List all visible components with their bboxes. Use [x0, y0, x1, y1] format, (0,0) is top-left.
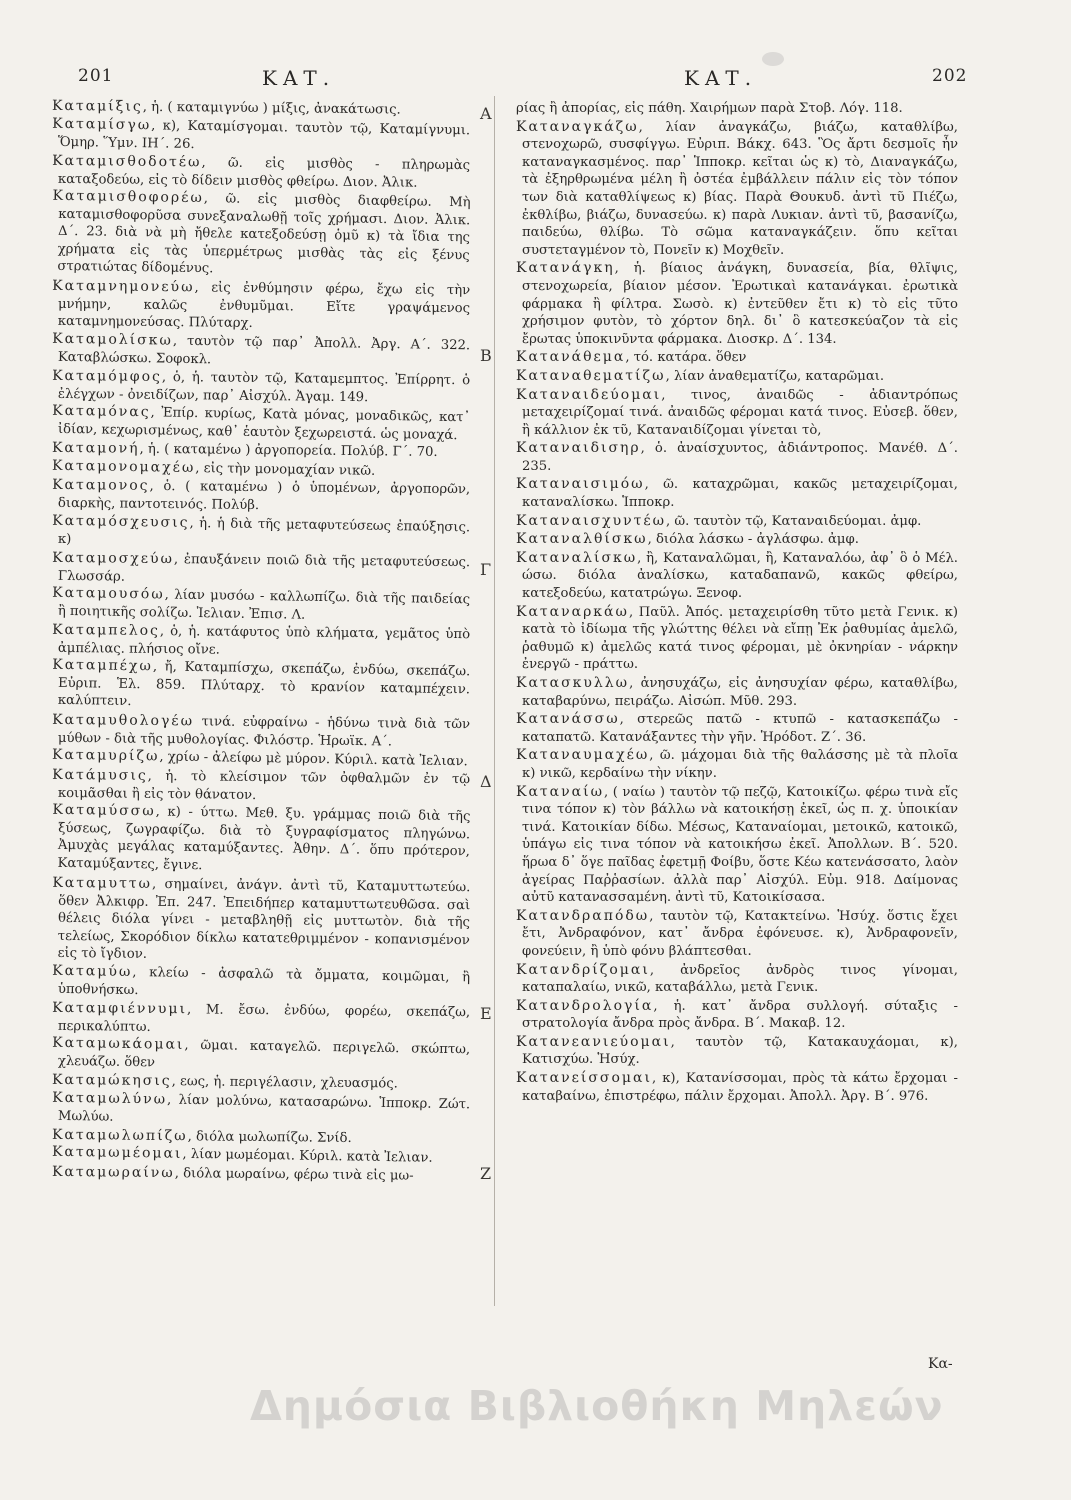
entry-definition: , ἡ. ( καταμιγνύω ) μίξις, ἀνακάτωσις.: [142, 99, 401, 118]
dictionary-entry: [46, 403, 471, 445]
dictionary-entry: [46, 550, 470, 590]
entry-definition: , λίαν ἀναθεματίζω, καταρῶμαι.: [665, 368, 885, 384]
dictionary-entry: [46, 368, 470, 408]
entry-definition: , λίαν μωμέομαι. Κύριλ. κατὰ Ἰελιαν.: [182, 1147, 433, 1167]
entry-definition: , ἡ. βίαιος ἀνάγκη, δυνασεία, βία, θλῖψις, στενοχωρεία, βίαιον μέσον. Ἐρωτικαὶ κατανάγκαι. ἐρωτικὰ φάρμακα ἢ φίλτρα. Σωσὸ. κ) ἐντεῦθεν ἔτι κ) τὸ εἰς τῦτο χρήσιμον φυτὸν, τὸ χόρτον δηλ. δι᾽ ὃ κατεσκεύαζον τὰ εἰς ἔρωτας ὑποκινῦντα φάρμακα. Διοσκρ. Δ΄. 134.: [522, 261, 958, 347]
left-page-number: 201: [78, 66, 114, 86]
entry-definition: , ταυτὸν τῷ, Κατακτείνω. Ἡσύχ. ὅστις ἔχει ἔτι, Ἀνδραφόνον, κατ᾽ ἄνδρα ἐφόνευσε. κ), Ἀνδραφονεῖν, φονεύειν, ἢ ὑπὸ φόνυ βλάπτεσθαι.: [522, 908, 958, 959]
entry-definition: τινά. εὐφραίνω - ἡδύνω τινὰ διὰ τῶν μύθων - διὰ τῆς μυθολογίας. Φιλόστρ. Ἡρωϊκ. Α΄.: [57, 714, 471, 750]
right-column: [510, 100, 958, 1106]
entry-definition: , εως, ἡ. περιγέλασιν, χλευασμός.: [171, 1074, 398, 1092]
dictionary-entry: [510, 998, 958, 1033]
dictionary-entry: [46, 512, 471, 554]
entry-definition: , Μ. ἔσω. ἐνδύω, φορέω, σκεπάζω, περικαλύπτω.: [57, 1001, 471, 1035]
entry-definition: , ( ναίω ) ταυτὸν τῷ πεζῷ, Κατοικίζω. φέρω τινὰ εἴς τινα τόπον κ) τὸν βάλλω νὰ κατοικήσῃ ἐκεῖ, ὡς π. χ. ὑποικίαν τινά. Κατοικίαν δίδω. Μέσως, Καταναίομαι, μετοικῶ, κατοικῶ, ὑπάγω εἰς τινα τόπον νὰ κατοικήσω ἐκεῖ. Ἀπολλων. Β΄. 520. ἥρωα δ᾽ ὅγε παῖδας ἐφετμῇ Φοίβυ, ὅστε Κέω κατενάσσατο, λαὸν ἀγείρας Παῤῥασίων. ἀλλὰ παρ᾽ Αἰσχύλ. Εὐμ. 918. Δαίμονας αὐτῦ κατανασσαμένη. ἀντὶ τῦ, Κατοικίσασα.: [522, 784, 958, 906]
entry-headword: Καταμπελος: [52, 622, 161, 640]
entry-definition: , ἀνησυχάζω, εἰς ἀνησυχίαν φέρω, καταθλίβω, καταβαρύνω, πειράζω. Αἰσώπ. Μῦθ. 293.: [522, 676, 958, 709]
dictionary-entry: [46, 767, 470, 807]
entry-definition: , ὁ. ἀναίσχυντος, ἀδιάντροπος. Μανέθ. Δ΄. 235.: [522, 441, 958, 474]
section-letter-b: B: [480, 346, 492, 365]
entry-definition: , τινος, ἀναιδῶς - ἀδιαντρόπως μεταχειρίζομαί τινά. ἀναιδῶς φέρομαι κατά τινος. Εὐσεβ. ὅθεν, ἢ κάλλιον ἐκ τῦ, Καταναιδίζομαι γίνεται τὸ,: [522, 387, 958, 438]
dictionary-entry: [510, 908, 958, 961]
entry-headword: Καταμονή: [51, 440, 140, 458]
entry-headword: Καταμύω: [52, 962, 133, 980]
entry-definition: , ταυτὸν τῷ, Κατακαυχάομαι, κ), Κατισχύω. Ἡσύχ.: [522, 1034, 958, 1068]
entry-headword: Καταναλίσκω: [516, 549, 638, 566]
entry-definition: , Παῦλ. Ἀπός. μεταχειρίσθη τῦτο μετὰ Γενικ. κ) κατὰ τὸ ἰδίωμα τῆς γλώττης θέλει νὰ εἴπῃ Ἐκ ῥαθυμίας ἀμελῶ, ῥαθυμῶ κ) ἀμελῶς κατά τινος φέρομαι, μὲ ὀκνηρίαν - νάρκην ἐνεργῶ - πράττω.: [522, 604, 958, 673]
catchword: Κα-: [928, 1356, 953, 1372]
entry-headword: Καταμύσσω: [52, 801, 156, 820]
entry-headword: Κατανάσσω: [516, 711, 620, 728]
left-column: [46, 97, 471, 1185]
dictionary-entry: [510, 675, 958, 710]
dictionary-entry: [46, 999, 470, 1039]
entry-definition: , διόλα μωλωπίζω. Σνίδ.: [187, 1129, 352, 1146]
section-letter-delta: Δ: [480, 772, 492, 791]
entry-headword: Καταναιδισηρ: [516, 440, 641, 457]
entry-headword: Καταμίξις: [51, 97, 143, 115]
column-divider: [494, 96, 495, 1306]
entry-definition: , λίαν ἀναγκάζω, βιάζω, καταθλίβω, στενοχωρῶ, συσφίγγω. Εὐριπ. Βάκχ. 643. Ὃς ἄρτι δεσμοῖς ἦν καταναγκασμένος. παρ᾽ Ἱπποκρ. κεῖται ὡς κ) τὸ, Διαναγκάζω, τὰ ἐξηρθρωμένα μέλη ἢ ὀστέα ἐμβάλλειν πάλιν εἰς τὸν τόπον των διὰ καταθλίψεως κ) βίας. Παρὰ Θουκυδ. ἀντὶ τῦ Πιέζω, ἐκθλίβω, βιάζω, δυνασεύω. κ) παρὰ Λυκιαν. ἀντὶ τῦ, βασανίζω, παιδεύω, θλίβω. Τὸ σῶμα καταναγκάζειν. ὅπυ κεῖται συστεταγμένον τὸ, Πονεῖν κ) Μοχθεῖν.: [522, 119, 958, 258]
entry-definition: , ἐπαυξάνειν ποιῶ διὰ τῆς μεταφυτεύσεως. Γλωσσάρ.: [57, 551, 471, 585]
section-letter-a: A: [480, 104, 492, 123]
entry-definition: , κ), Κατανίσσομαι, πρὸς τὰ κάτω ἔρχομαι - καταβαίνω, ἐπιστρέφω, πάλιν ἔρχομαι. Ἀπολλ. Ἀργ. Β΄. 976.: [522, 1071, 958, 1104]
entry-definition: , κλείω - ἀσφαλῶ τὰ ὄμματα, κοιμῶμαι, ἢ ὑποθνήσκω.: [57, 964, 471, 998]
entry-headword: Καταμώκησις: [51, 1071, 172, 1090]
entry-definition: , ὁ, ἡ. κατάφυτος ὑπὸ κλήματα, γεμᾶτος ὑπὸ ἀμπέλιας. πλήσιος οἴνε.: [57, 624, 471, 658]
entry-definition: , εἰς τὴν μονομαχίαν νικῶ.: [195, 460, 376, 479]
entry-definition: , κ) - ύττω. Μεθ. ξυ. γράμμας ποιῶ διὰ τῆς ξύσεως, ζωγραφίζω. διὰ τὸ ξυγραφίσματος πληγώνω. Ἀμυχὰς μεγάλας καταμύξαντες. Ἀθην. Δ΄. ὅπυ πρότερον, Καταμύξαντες, ἔγινε.: [57, 804, 471, 874]
entry-definition: , διόλα λάσκω - ἀγλάσφω. ἀμφ.: [647, 532, 859, 548]
entry-definition: , χρίω - ἀλείφω μὲ μύρον. Κύριλ. κατὰ Ἰελιαν.: [159, 749, 468, 770]
section-letter-z: Z: [480, 1164, 492, 1183]
dictionary-entry: [510, 100, 958, 118]
dictionary-entry: [46, 330, 471, 372]
entry-definition: , Ἐπίρ. κυρίως, Κατὰ μόνας, μοναδικῶς, κατ᾽ ἰδίαν, κεχωρισμένως, καθ᾽ ἑαυτὸν ξεχωρειστά. ὡς μοναχά.: [57, 405, 471, 443]
dictionary-entry: [510, 550, 958, 603]
entry-headword: Καταναρκάω: [516, 603, 629, 620]
entry-headword: Καταμυθολογέω: [52, 712, 195, 730]
entry-headword: Κατανεανιεύομαι: [516, 1033, 671, 1050]
dictionary-entry: [46, 712, 470, 752]
entry-headword: Καταναιδεύομαι: [516, 386, 662, 403]
section-letter-e: E: [480, 1004, 492, 1023]
left-running-head: ΚΑΤ.: [262, 66, 336, 90]
entry-definition: , ἤ, Καταμπίσχω, σκεπάζω, ἐνδύω, σκεπάζω. Εὐριπ. Ἑλ. 859. Πλύταρχ. τὸ κρανίον καταμπέχειν. καλύπτειν.: [57, 659, 471, 710]
entry-headword: Καταμυρίζω: [51, 747, 160, 765]
entry-headword: Καταμωλωπίζω: [51, 1126, 188, 1145]
dictionary-entry: [45, 802, 470, 879]
dictionary-entry: [46, 874, 471, 966]
dictionary-entry: [46, 962, 471, 1004]
ink-stain: [762, 52, 784, 66]
entry-headword: Καταμόνας: [52, 402, 151, 421]
entry-headword: Καταμωλύνω: [52, 1089, 168, 1108]
entry-headword: Κατανάγκη: [516, 260, 615, 277]
entry-headword: Κατανείσσομαι: [516, 1070, 652, 1087]
right-page-number: 202: [932, 66, 968, 86]
dictionary-entry: [510, 349, 958, 367]
dictionary-entry: [510, 531, 958, 549]
entry-definition: , ῶ. εἰς μισθὸς - πληρωμὰς καταξοδεύω, εἰς τὸ δίδειν μισθὸς φθείρω. Διον. Ἀλικ.: [57, 155, 471, 191]
entry-definition: , τό. κατάρα. ὅθεν: [625, 350, 747, 366]
dictionary-entry: [46, 1089, 471, 1131]
entry-headword: Καταναλθίσκω: [516, 531, 648, 548]
entry-definition: , ἢ, Καταναλῶμαι, ἢ, Καταναλόω, ἀφ᾽ ὃ ὁ Μέλ. ώσω. διόλα ἀναλίσκω, καταδαπανῶ, κακῶς φθείρω, κατεξοδεύω, κατατρώγω. Ξενοφ.: [522, 550, 958, 602]
entry-headword: Καταμπέχω: [52, 657, 154, 675]
section-letter-gamma: Γ: [480, 560, 492, 579]
entry-headword: Κατανδρίζομαι: [516, 961, 650, 978]
entry-definition: , ῶ. καταχρῶμαι, κακῶς μεταχειρίζομαι, καταναλίσκω. Ἱπποκρ.: [522, 477, 958, 511]
dictionary-entry: [510, 747, 958, 782]
entry-headword: Καταναισιμόω: [516, 476, 645, 493]
entry-headword: Κατάμυσις: [52, 766, 148, 784]
entry-headword: Καταναίω: [516, 783, 604, 800]
entry-headword: Καταμονομαχέω: [51, 457, 196, 476]
dictionary-entry: [510, 962, 958, 997]
entry-definition: , ἡ. ἡ διὰ τῆς μεταφυτεύσεως ἐπαύξησις. κ): [57, 515, 471, 547]
entry-headword: Κατανδρολογία: [516, 997, 654, 1014]
dictionary-entry: [510, 1034, 958, 1069]
dictionary-entry: [46, 278, 471, 335]
entry-headword: Καταμοσχεύω: [52, 549, 175, 567]
dictionary-entry: [510, 604, 958, 674]
entry-headword: Καταμολίσκω: [52, 330, 174, 349]
entry-headword: Καταμωραίνω: [51, 1163, 175, 1182]
entry-headword: Κατανάθεμα: [516, 349, 626, 366]
entry-headword: Καταμισθοδοτέω: [52, 152, 202, 171]
entry-headword: Καταμονος: [52, 477, 150, 495]
dictionary-entry: [510, 784, 958, 907]
entry-definition: , στερεῶς πατῶ - κτυπῶ - κατασκεπάζω - καταπατῶ. Κατανάξαντες τὴν γῆν. Ἡρόδοτ. Ζ΄. 36.: [522, 712, 958, 745]
entry-definition: , ῶ. ταυτὸν τῷ, Καταναιδεύομαι. ἀμφ.: [666, 513, 922, 529]
entry-headword: Κατανδραπόδω: [516, 907, 650, 924]
dictionary-entry: [510, 1070, 958, 1105]
entry-headword: Καταμισθοφορέω: [52, 187, 204, 207]
entry-definition: , ῶ. μάχομαι διὰ τῆς θαλάσσης μὲ τὰ πλοῖα κ) νικῶ, κερδαίνω τὴν νίκην.: [522, 748, 958, 781]
entry-headword: Καταμφιέννυμι: [52, 999, 188, 1017]
entry-headword: Καταμόσχευσις: [52, 512, 190, 531]
entry-definition: , ἡ. τὸ κλείσιμον τῶν ὀφθαλμῶν ἐν τῷ κοιμᾶσθαι ἢ εἰς τὸν θάνατον.: [57, 768, 471, 803]
entry-definition: , σημαίνει, ἀνάγν. ἀντὶ τῦ, Καταμυττωτεύω. ὅθεν Ἀλκιφρ. Ἐπ. 247. Ἐπειδήπερ καταμυττωτευθῶσα. σαὶ θέλεις διόλα γίνει - μεταβληθῇ εἰς μυττωτὸν. διὰ τῆς τελείως, Σκορόδιον δίκλω κατατεθριμμένον - κοπανισμένον εἰς τὸ ἴγδιον.: [57, 876, 471, 962]
dictionary-entry: [510, 260, 958, 348]
right-running-head: ΚΑΤ.: [684, 66, 758, 90]
dictionary-entry: [510, 368, 958, 386]
dictionary-entry: [46, 622, 470, 662]
dictionary-entry: [46, 1164, 470, 1186]
dictionary-entry: [46, 477, 470, 517]
entry-headword: Καταμόμφος: [52, 367, 163, 385]
entry-headword: Καταμίσγω: [52, 115, 152, 133]
entry-headword: Κατασκυλλω: [516, 675, 630, 691]
entry-definition: , εἰς ἐνθύμησιν φέρω, ἔχω εἰς τὴν μνήμην, καλῶς ἐνθυμῦμαι. Εἴτε γραψάμενος καταμνημονεύσας. Πλύταρχ.: [57, 280, 471, 332]
dictionary-entry: [510, 119, 958, 260]
dictionary-entry: [46, 1035, 471, 1077]
dictionary-entry: [46, 153, 470, 193]
entry-definition: , κ), Καταμίσγομαι. ταυτὸν τῷ, Καταμίγνυμι. Ὅμηρ. Ὕμν. ΙΗ΄. 26.: [57, 117, 471, 152]
entry-definition: , ῶμαι. καταγελῶ. περιγελῶ. σκώπτω, χλευάζω. ὅθεν: [57, 1037, 471, 1070]
entry-headword: Καταναγκάζω: [516, 118, 639, 135]
dictionary-entry: [510, 476, 958, 511]
entry-headword: Καταναθεματίζω: [516, 367, 666, 384]
dictionary-entry: [510, 387, 958, 440]
entry-definition: , λίαν μυσόω - καλλωπίζω. διὰ τῆς παιδείας ἢ ποιητικῆς σολίζω. Ἰελιαν. Ἐπισ. Λ.: [57, 587, 471, 623]
dictionary-entry: [510, 440, 958, 475]
entry-headword: Καταναισχυντέω: [516, 512, 667, 529]
dictionary-entry: [46, 115, 471, 157]
entry-headword: Καταμνημονεύω: [52, 277, 195, 296]
dictionary-entry: [46, 657, 471, 716]
entry-headword: Καταμουσόω: [52, 584, 165, 603]
dictionary-entry: [46, 585, 471, 627]
dictionary-entry: [510, 513, 958, 531]
entry-definition: , ἀνδρεῖος ἀνδρὸς τινος γίνομαι, καταπαλαίω, νικῶ, καταβάλλω, μετὰ Γενικ.: [522, 962, 958, 996]
entry-definition: , διόλα μωραίνω, φέρω τινὰ εἰς μω-: [174, 1166, 414, 1184]
library-watermark: Δημόσια Βιβλιοθήκη Μηλεών: [250, 1382, 944, 1430]
entry-definition: , ὁ, ἡ. ταυτὸν τῷ, Καταμεμπτος. Ἐπίρρητ. ὁ ἐλέγχων - ὀνειδίζων, παρ᾽ Αἰσχύλ. Ἀγαμ. 149.: [57, 369, 471, 405]
dictionary-entry: [45, 188, 470, 283]
entry-definition: , ὁ. ( καταμένω ) ὁ ὑπομένων, ἀργοπορῶν, διαρκὴς, παντοτεινός. Πολύβ.: [57, 479, 471, 514]
dictionary-entry: [510, 711, 958, 746]
entry-headword: Καταμωκάομαι: [52, 1034, 185, 1053]
entry-headword: Καταμωμέομαι: [51, 1144, 183, 1163]
entry-headword: Καταμυττω: [52, 874, 153, 892]
entry-definition: , ἡ. κατ᾽ ἄνδρα συλλογή. σύταξις - στρατολογία ἄνδρα πρὸς ἄνδρα. Β΄. Μακαβ. 12.: [522, 998, 958, 1032]
entry-definition: ρίας ἢ ἀπορίας, εἰς πάθη. Χαιρήμων παρὰ Στοβ. Λόγ. 118.: [516, 101, 903, 116]
entry-definition: , λίαν μολύνω, κατασαρώνω. Ἱπποκρ. Ζώτ. Μωλύω.: [57, 1092, 471, 1124]
entry-definition: , ἡ. ( καταμένω ) ἀργοπορεία. Πολύβ. Γ΄. 70.: [139, 442, 438, 461]
entry-headword: Καταναυμαχέω: [516, 747, 650, 764]
entry-definition: , ταυτὸν τῷ παρ᾽ Ἀπολλ. Ἀργ. Α΄. 322. Καταβλώσκω. Σοφοκλ.: [57, 333, 471, 367]
entry-definition: , ῶ. εἰς μισθὸς διαφθείρω. Μὴ καταμισθοφορῦσα συνεξαναλωθῇ τοῖς χρήμασι. Διον. Ἀλικ. Δ΄. 23. διὰ νὰ μὴ ἤθελε κατεξοδεύσῃ ὁμῦ κ) τὰ ἴδια της χρήματα εἰς τὰς ὑπερμέτρως μισθὰς τὰς εἰς ξένυς στρατιώτας δίδομένυς.: [57, 191, 471, 277]
